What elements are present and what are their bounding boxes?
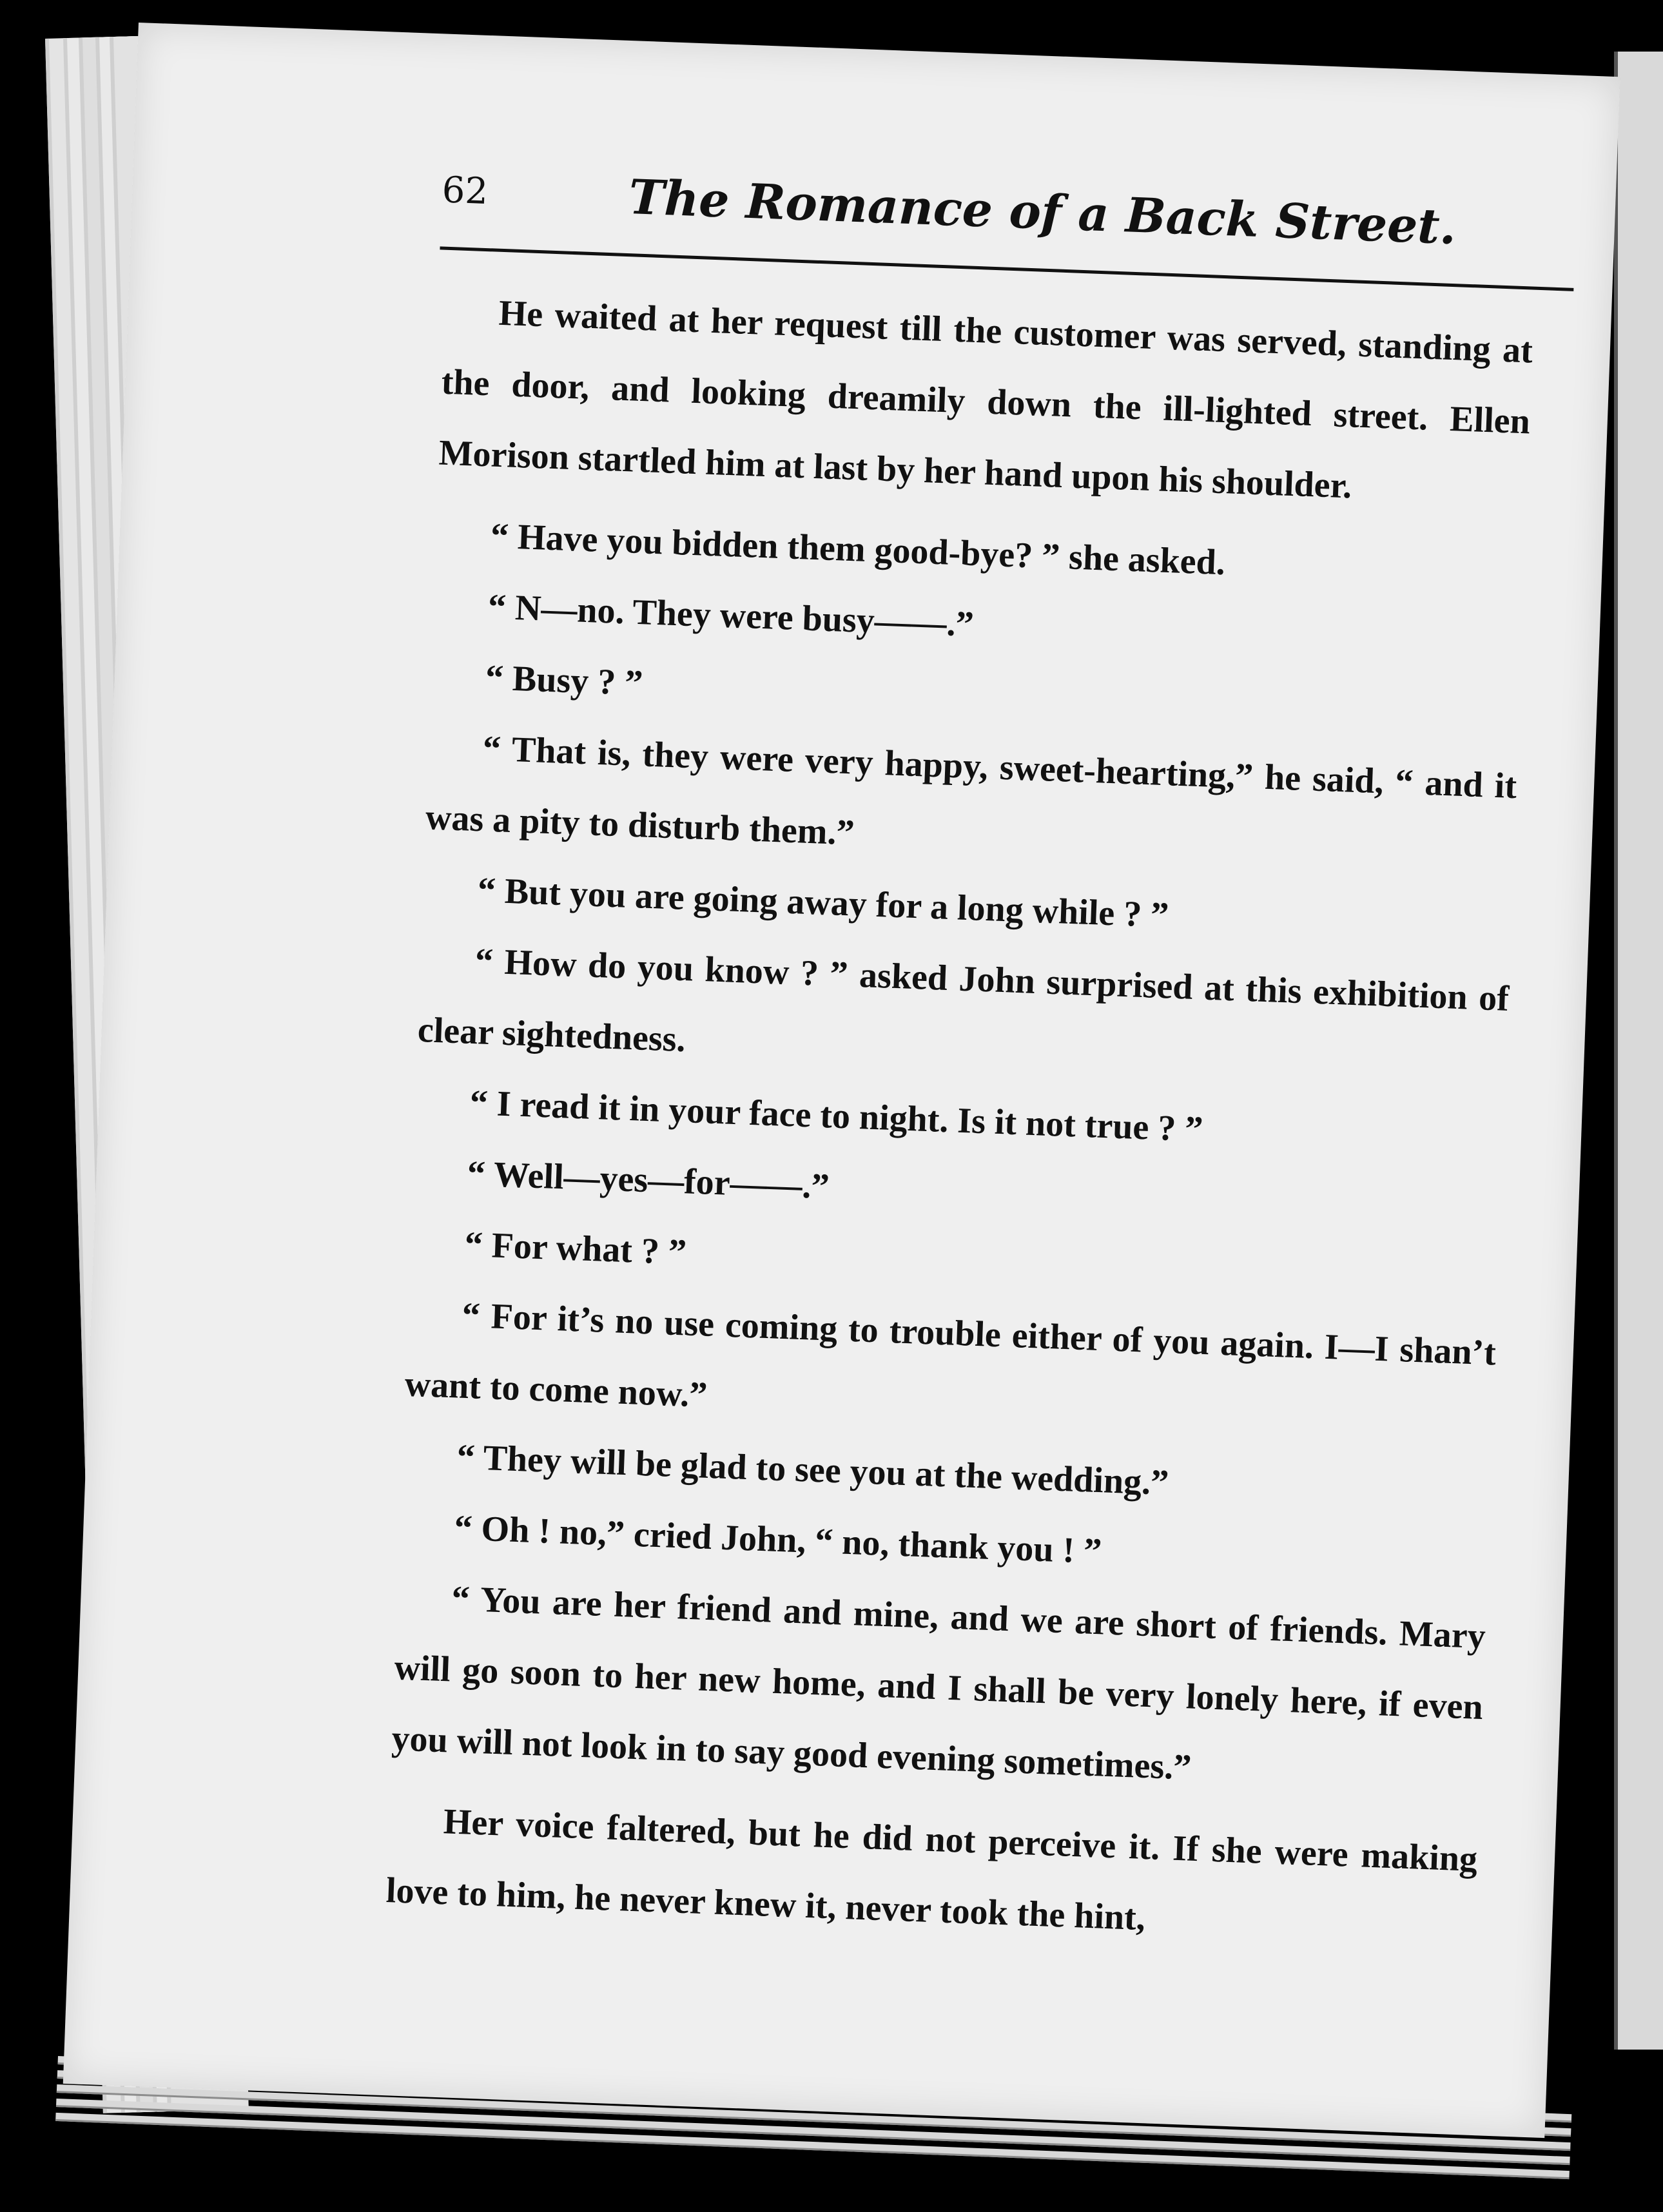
facing-page-edge: [1614, 52, 1663, 2050]
page-number: 62: [441, 169, 489, 213]
paragraph: “ They will be glad to see you at the wedding.”: [456, 1437, 1170, 1504]
book-page: [63, 23, 1620, 2138]
paragraph: “ Oh ! no,” cried John, “ no, thank you ! ”: [453, 1508, 1103, 1572]
running-title: The Romance of a Back Street.: [628, 170, 1457, 256]
paragraph: “ How do you know ? ” asked John surprised at this exhibition of clear sightedness.: [416, 941, 1510, 1060]
paragraph: “ Busy ? ”: [484, 657, 644, 704]
paragraph: Her voice faltered, but he did not perceive it. If she were making love to him, he never knew it, never took the hint,: [385, 1801, 1479, 1939]
paragraph: “ Have you bidden them good-bye? ” she asked.: [490, 516, 1226, 583]
paragraph: “ Well—yes—for——.”: [466, 1153, 830, 1207]
paragraph: “ For it’s no use coming to trouble either of you again. I—I shan’t want to come now.”: [404, 1295, 1497, 1415]
page-header: [440, 150, 1577, 281]
paragraph: “ You are her friend and mine, and we are short of friends. Mary will go soon to her new home, and I shall be very lonely here, if even you will not look in to say good evening sometimes.”: [391, 1578, 1486, 1788]
paragraph: He waited at her request till the customer was served, standing at the door, and looking dreamily down the ill-lighted street. Ellen Morison startled him at last by her hand upon his shoulder.: [438, 293, 1533, 507]
paragraph: “ That is, they were very happy, sweet-hearting,” he said, “ and it was a pity to disturb them.”: [424, 728, 1518, 853]
paragraph: “ N—no. They were busy——.”: [487, 587, 975, 645]
paragraph: “ I read it in your face to night. Is it not true ? ”: [469, 1082, 1204, 1150]
body-text: [385, 276, 1534, 1966]
paragraph: “ For what ? ”: [463, 1224, 688, 1273]
paragraph: “ But you are going away for a long while ? ”: [476, 870, 1170, 936]
